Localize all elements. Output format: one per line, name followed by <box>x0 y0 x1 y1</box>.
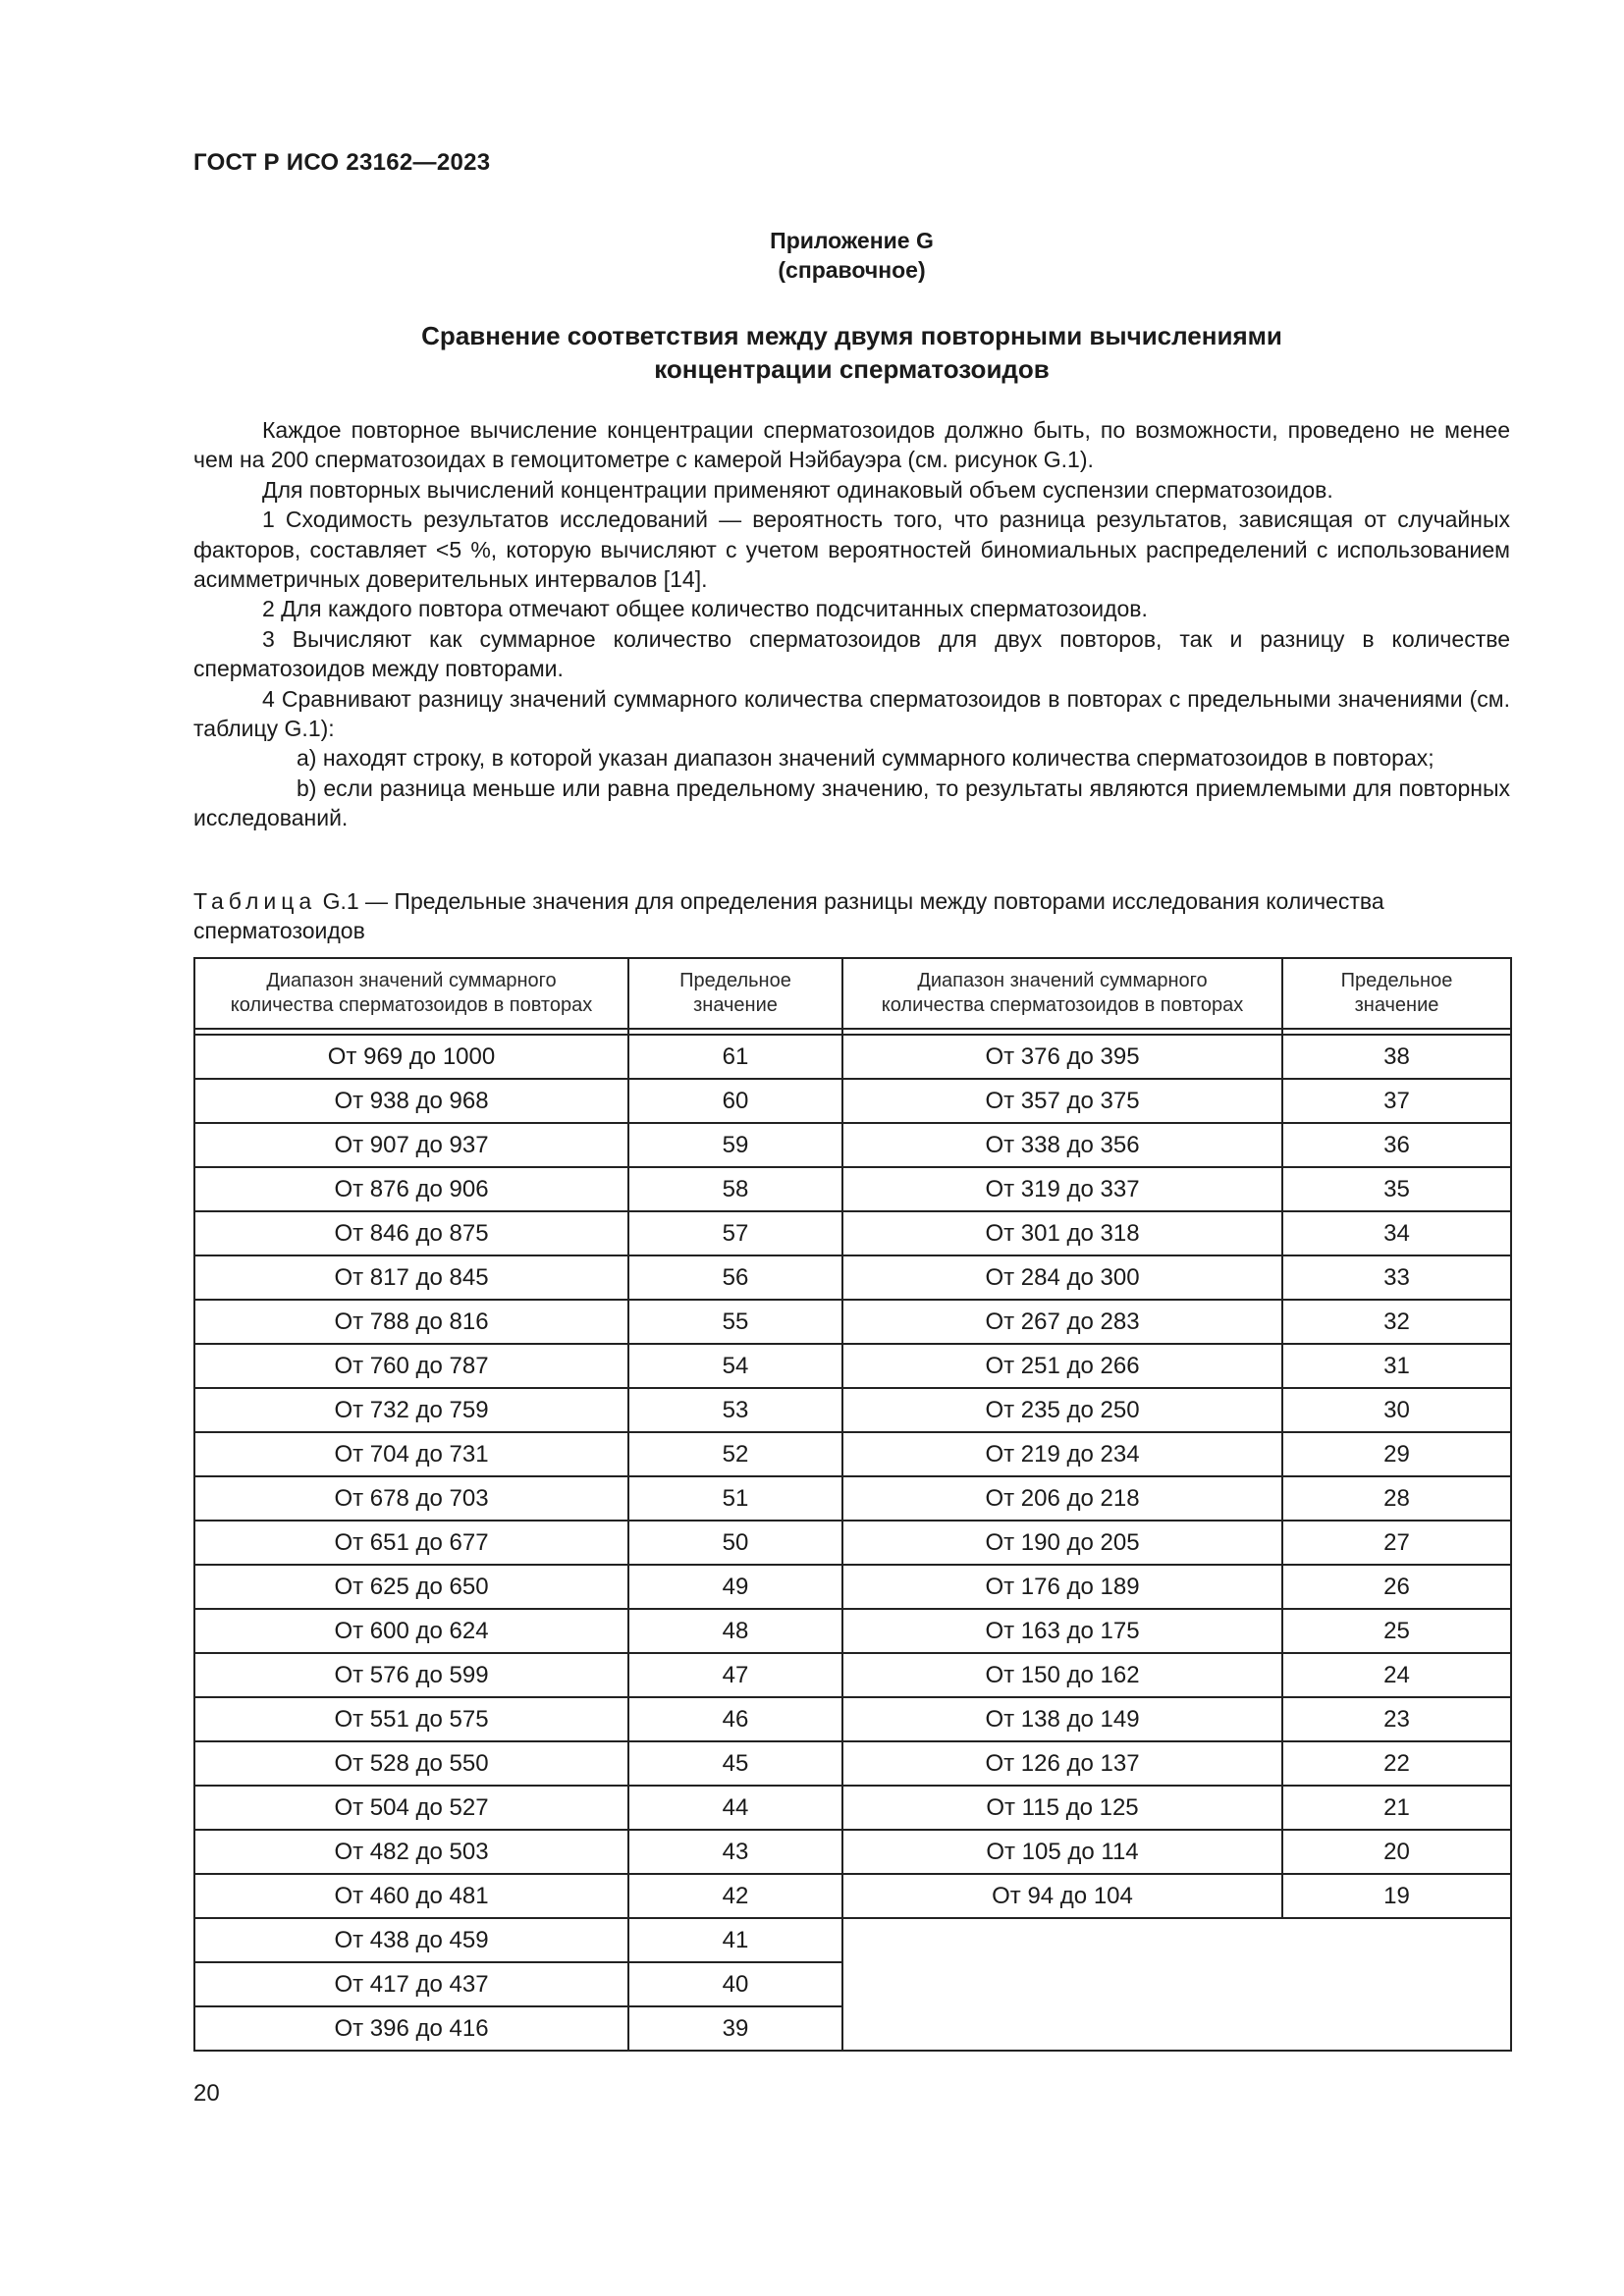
limit-cell: 26 <box>1282 1565 1511 1609</box>
limit-cell: 50 <box>628 1521 842 1565</box>
limit-cell: 25 <box>1282 1609 1511 1653</box>
table-row <box>194 1697 1511 1741</box>
range-cell: От 417 до 437 <box>194 1962 628 2006</box>
limit-cell: 58 <box>628 1167 842 1211</box>
range-cell: От 600 до 624 <box>194 1609 628 1653</box>
limits-table <box>193 957 1512 2052</box>
range-cell: От 788 до 816 <box>194 1300 628 1344</box>
table-row <box>194 1300 1511 1344</box>
limit-cell: 39 <box>628 2006 842 2051</box>
limit-cell: 29 <box>1282 1432 1511 1476</box>
range-cell: От 551 до 575 <box>194 1697 628 1741</box>
limit-cell: 55 <box>628 1300 842 1344</box>
range-cell: От 267 до 283 <box>842 1300 1282 1344</box>
range-cell: От 376 до 395 <box>842 1035 1282 1079</box>
limit-cell: 60 <box>628 1079 842 1123</box>
range-cell: От 732 до 759 <box>194 1388 628 1432</box>
table-row <box>194 1609 1511 1653</box>
annex-label: Приложение G <box>770 228 934 253</box>
range-cell: От 651 до 677 <box>194 1521 628 1565</box>
table-row <box>194 1211 1511 1255</box>
limit-cell: 51 <box>628 1476 842 1521</box>
range-cell: От 105 до 114 <box>842 1830 1282 1874</box>
range-cell: От 504 до 527 <box>194 1786 628 1830</box>
table-row <box>194 1874 1511 1918</box>
body-text <box>193 415 1510 833</box>
range-cell: От 357 до 375 <box>842 1079 1282 1123</box>
limit-cell: 31 <box>1282 1344 1511 1388</box>
range-cell: От 301 до 318 <box>842 1211 1282 1255</box>
range-cell: От 319 до 337 <box>842 1167 1282 1211</box>
limit-cell: 59 <box>628 1123 842 1167</box>
range-cell: От 817 до 845 <box>194 1255 628 1300</box>
range-cell: От 938 до 968 <box>194 1079 628 1123</box>
limit-cell: 52 <box>628 1432 842 1476</box>
range-cell: От 115 до 125 <box>842 1786 1282 1830</box>
limit-cell: 41 <box>628 1918 842 1962</box>
table-row <box>194 1432 1511 1476</box>
limit-cell: 53 <box>628 1388 842 1432</box>
range-cell: От 150 до 162 <box>842 1653 1282 1697</box>
range-cell: От 163 до 175 <box>842 1609 1282 1653</box>
list-item: b) если разница меньше или равна предельному значению, то результаты являются приемлемыми для повторных исследований. <box>193 774 1510 831</box>
header-limit-left: Предельное значение <box>628 958 842 1029</box>
table-row <box>194 1741 1511 1786</box>
paragraph: Для повторных вычислений концентрации применяют одинаковый объем суспензии сперматозоидов. <box>262 476 1333 503</box>
range-cell: От 338 до 356 <box>842 1123 1282 1167</box>
limit-cell: 30 <box>1282 1388 1511 1432</box>
limit-cell: 33 <box>1282 1255 1511 1300</box>
range-cell: От 206 до 218 <box>842 1476 1282 1521</box>
limit-cell: 23 <box>1282 1697 1511 1741</box>
range-cell: От 678 до 703 <box>194 1476 628 1521</box>
limit-cell: 61 <box>628 1035 842 1079</box>
limit-cell: 46 <box>628 1697 842 1741</box>
limit-cell: 34 <box>1282 1211 1511 1255</box>
table-row <box>194 1035 1511 1079</box>
limit-cell: 57 <box>628 1211 842 1255</box>
empty-cell <box>842 1918 1511 2051</box>
table-row <box>194 1079 1511 1123</box>
page-number: 20 <box>193 2080 220 2107</box>
limit-cell: 48 <box>628 1609 842 1653</box>
limit-cell: 40 <box>628 1962 842 2006</box>
limit-cell: 56 <box>628 1255 842 1300</box>
limit-cell: 36 <box>1282 1123 1511 1167</box>
annex-heading <box>0 226 1624 285</box>
table-row <box>194 1830 1511 1874</box>
limit-cell: 32 <box>1282 1300 1511 1344</box>
range-cell: От 576 до 599 <box>194 1653 628 1697</box>
range-cell: От 235 до 250 <box>842 1388 1282 1432</box>
range-cell: От 219 до 234 <box>842 1432 1282 1476</box>
range-cell: От 176 до 189 <box>842 1565 1282 1609</box>
table-row <box>194 1918 1511 1962</box>
range-cell: От 460 до 481 <box>194 1874 628 1918</box>
limit-cell: 49 <box>628 1565 842 1609</box>
table-caption <box>193 886 1510 945</box>
range-cell: От 625 до 650 <box>194 1565 628 1609</box>
table-row <box>194 1344 1511 1388</box>
table-row <box>194 1653 1511 1697</box>
limit-cell: 47 <box>628 1653 842 1697</box>
limit-cell: 35 <box>1282 1167 1511 1211</box>
limit-cell: 38 <box>1282 1035 1511 1079</box>
limit-cell: 21 <box>1282 1786 1511 1830</box>
limit-cell: 42 <box>628 1874 842 1918</box>
limit-cell: 19 <box>1282 1874 1511 1918</box>
table-row <box>194 1786 1511 1830</box>
table-row <box>194 1521 1511 1565</box>
limit-cell: 20 <box>1282 1830 1511 1874</box>
limit-cell: 27 <box>1282 1521 1511 1565</box>
limit-cell: 28 <box>1282 1476 1511 1521</box>
range-cell: От 760 до 787 <box>194 1344 628 1388</box>
table-row <box>194 1476 1511 1521</box>
table-row <box>194 1167 1511 1211</box>
range-cell: От 907 до 937 <box>194 1123 628 1167</box>
paragraph: 4 Сравнивают разницу значений суммарного количества сперматозоидов в повторах с предельными значениями (см. таблицу G.1): <box>193 685 1510 742</box>
table-row <box>194 1255 1511 1300</box>
range-cell: От 94 до 104 <box>842 1874 1282 1918</box>
table-caption-text: G.1 — Предельные значения для определения разницы между повторами исследования количества сперматозоидов <box>193 888 1384 943</box>
range-cell: От 284 до 300 <box>842 1255 1282 1300</box>
paragraph: Каждое повторное вычисление концентрации сперматозоидов должно быть, по возможности, проведено не менее чем на 200 сперматозоидах в гемоцитометре с камерой Нэйбауэра (см. рисунок G.1). <box>193 417 1510 473</box>
annex-type: (справочное) <box>778 257 926 283</box>
limit-cell: 24 <box>1282 1653 1511 1697</box>
section-title <box>0 319 1624 386</box>
table-row <box>194 1388 1511 1432</box>
range-cell: От 704 до 731 <box>194 1432 628 1476</box>
limit-cell: 44 <box>628 1786 842 1830</box>
range-cell: От 126 до 137 <box>842 1741 1282 1786</box>
paragraph: 1 Сходимость результатов исследований — вероятность того, что разница результатов, зависящая от случайных факторов, составляет <5 %, которую вычисляют с учетом вероятностей биномиальных распределений с использованием асимметричных доверительных интервалов [14]. <box>193 507 1510 593</box>
limit-cell: 45 <box>628 1741 842 1786</box>
limit-cell: 37 <box>1282 1079 1511 1123</box>
header-range-right: Диапазон значений суммарного количества сперматозоидов в повторах <box>842 958 1282 1029</box>
table-header-row <box>194 958 1511 1029</box>
range-cell: От 528 до 550 <box>194 1741 628 1786</box>
paragraph: 3 Вычисляют как суммарное количество сперматозоидов для двух повторов, так и разницу в количестве сперматозоидов между повторами. <box>193 625 1510 682</box>
section-title-line-1: Сравнение соответствия между двумя повторными вычислениями <box>421 321 1282 350</box>
range-cell: От 138 до 149 <box>842 1697 1282 1741</box>
range-cell: От 438 до 459 <box>194 1918 628 1962</box>
table-row <box>194 1123 1511 1167</box>
header-limit-right: Предельное значение <box>1282 958 1511 1029</box>
range-cell: От 251 до 266 <box>842 1344 1282 1388</box>
range-cell: От 482 до 503 <box>194 1830 628 1874</box>
list-item: a) находят строку, в которой указан диапазон значений суммарного количества сперматозоидов в повторах; <box>297 745 1435 772</box>
section-title-line-2: концентрации сперматозоидов <box>654 354 1050 384</box>
limits-table-body <box>194 1029 1511 2051</box>
limit-cell: 54 <box>628 1344 842 1388</box>
table-caption-label: Таблица <box>193 888 317 914</box>
range-cell: От 876 до 906 <box>194 1167 628 1211</box>
range-cell: От 396 до 416 <box>194 2006 628 2051</box>
document-code: ГОСТ Р ИСО 23162—2023 <box>193 149 491 176</box>
paragraph: 2 Для каждого повтора отмечают общее количество подсчитанных сперматозоидов. <box>262 596 1148 622</box>
table-row <box>194 1565 1511 1609</box>
header-range-left: Диапазон значений суммарного количества сперматозоидов в повторах <box>194 958 628 1029</box>
range-cell: От 846 до 875 <box>194 1211 628 1255</box>
limit-cell: 43 <box>628 1830 842 1874</box>
limit-cell: 22 <box>1282 1741 1511 1786</box>
range-cell: От 190 до 205 <box>842 1521 1282 1565</box>
range-cell: От 969 до 1000 <box>194 1035 628 1079</box>
